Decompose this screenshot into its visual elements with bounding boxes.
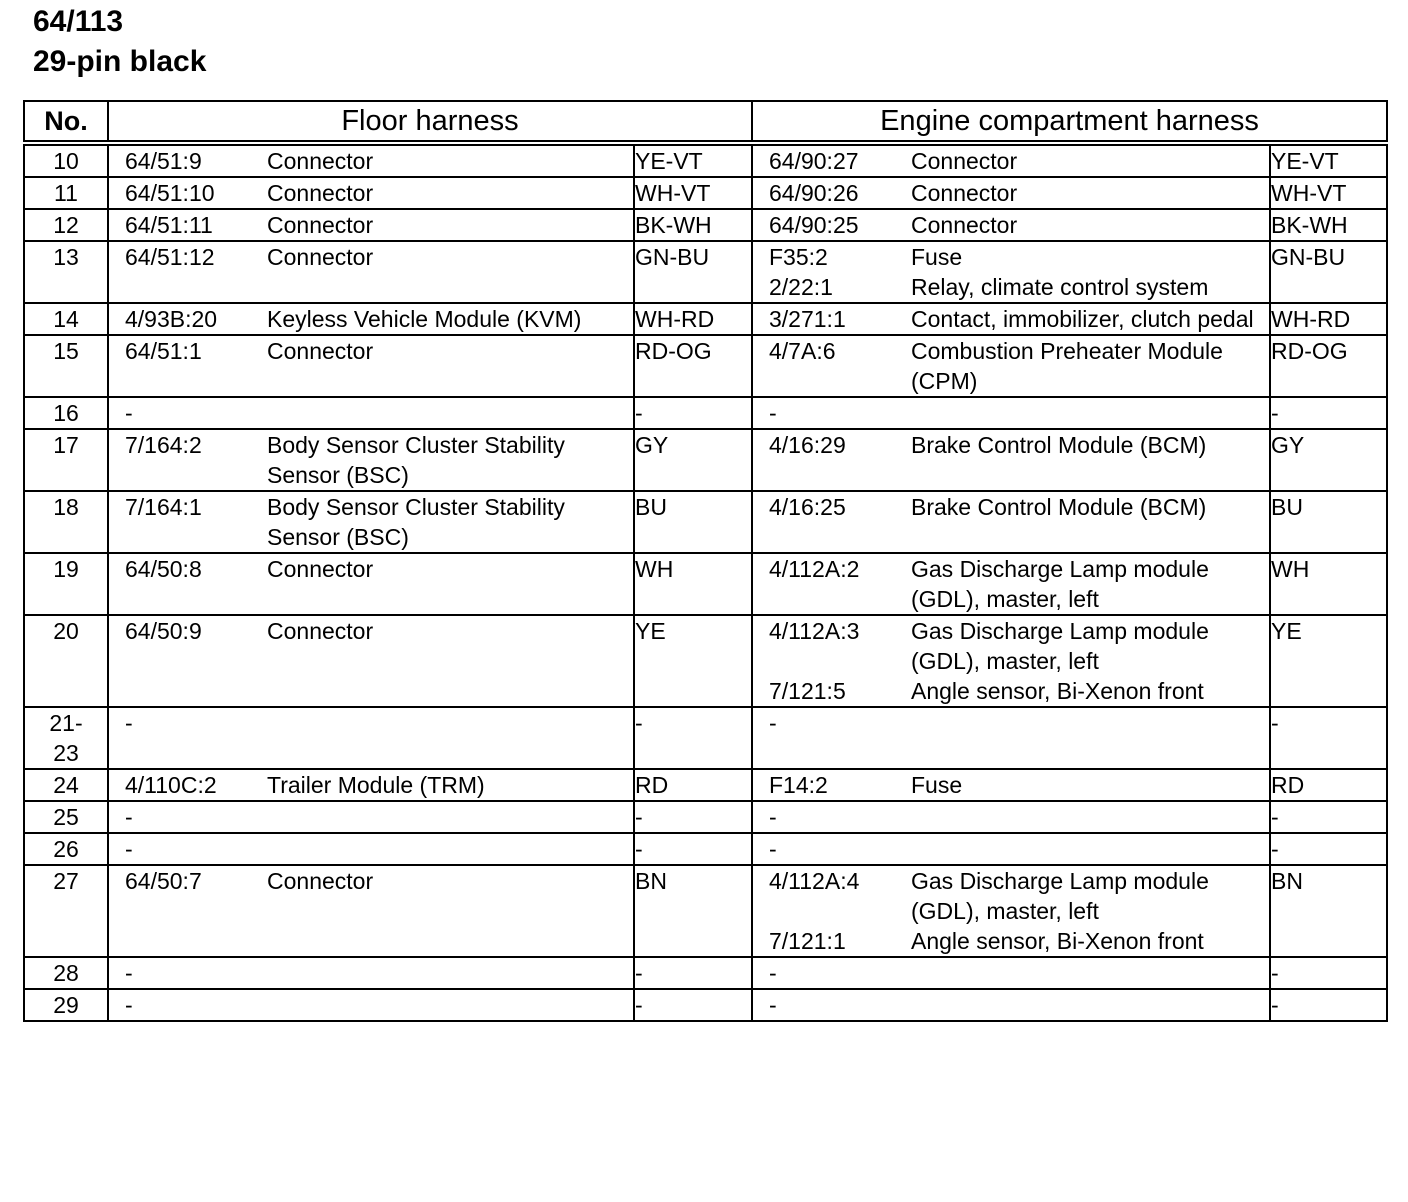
floor-code: - [125,400,133,426]
engine-description: Connector [911,180,1018,206]
engine-code: - [769,836,777,862]
engine-description: Gas Discharge Lamp module (GDL), master, left [911,618,1209,674]
header-engine-harness: Engine compartment harness [752,101,1387,143]
floor-entry [109,770,633,800]
engine-description: Brake Control Module (BCM) [911,432,1207,458]
floor-code: 64/51:11 [125,212,213,238]
floor-description: Connector [267,556,374,582]
engine-wire-color: - [1270,397,1387,429]
engine-entry [753,492,1269,522]
engine-description: Angle sensor, Bi-Xenon front [911,928,1204,954]
pin-number: 29 [24,989,108,1021]
floor-code: - [125,992,133,1018]
floor-wire-color: - [634,397,752,429]
floor-entry [109,802,633,832]
engine-description: Contact, immobilizer, clutch pedal [911,306,1254,332]
engine-description [911,990,1269,1020]
engine-code: - [769,804,777,830]
floor-harness-cell [108,615,634,707]
pin-number: 20 [24,615,108,707]
floor-wire-color: YE [634,615,752,707]
engine-entry [753,398,1269,428]
floor-code: - [125,804,133,830]
floor-wire-color: BU [634,491,752,553]
engine-description: Combustion Preheater Module (CPM) [911,338,1223,394]
floor-description [267,802,633,832]
engine-code: 4/112A:2 [769,556,860,582]
engine-entry [753,178,1269,208]
pin-number: 11 [24,177,108,209]
engine-entry [753,304,1269,334]
floor-entry [109,866,633,896]
floor-harness-cell [108,429,634,491]
floor-description: Trailer Module (TRM) [267,772,485,798]
engine-code: 64/90:25 [769,212,859,238]
floor-code: 64/51:9 [125,148,202,174]
floor-wire-color: WH-RD [634,303,752,335]
engine-harness-cell [752,801,1270,833]
connector-id: 64/113 [33,5,124,38]
pin-number: 19 [24,553,108,615]
engine-harness-cell [752,429,1270,491]
engine-entry [753,708,1269,738]
floor-harness-cell [108,833,634,865]
table-row [24,615,1387,707]
engine-wire-color: WH-VT [1270,177,1387,209]
floor-harness-cell [108,769,634,801]
engine-wire-color: WH-RD [1270,303,1387,335]
pin-number: 24 [24,769,108,801]
engine-entry [753,430,1269,460]
engine-harness-cell [752,615,1270,707]
engine-harness-cell [752,865,1270,957]
floor-description: Connector [267,244,374,270]
table-row [24,177,1387,209]
floor-harness-cell [108,957,634,989]
table-row [24,303,1387,335]
floor-description: Connector [267,180,374,206]
floor-description [267,834,633,864]
floor-entry [109,304,633,334]
floor-description [267,708,633,738]
table-row [24,801,1387,833]
floor-description: Connector [267,868,374,894]
engine-description [911,708,1269,738]
floor-entry [109,178,633,208]
engine-code: 3/271:1 [769,306,846,332]
floor-entry [109,492,633,552]
engine-entry [753,834,1269,864]
engine-wire-color: WH [1270,553,1387,615]
floor-wire-color: GN-BU [634,241,752,303]
engine-entry [753,866,1269,926]
table-row [24,957,1387,989]
floor-wire-color: RD [634,769,752,801]
floor-description [267,990,633,1020]
pin-number: 28 [24,957,108,989]
floor-harness-cell [108,209,634,241]
engine-wire-color: GY [1270,429,1387,491]
table-row [24,335,1387,397]
engine-description [911,802,1269,832]
table-row [24,865,1387,957]
engine-code: 4/16:25 [769,494,846,520]
engine-wire-color: BN [1270,865,1387,957]
pin-number: 18 [24,491,108,553]
engine-code: 64/90:27 [769,148,859,174]
engine-code: 2/22:1 [769,274,833,300]
engine-wire-color: RD [1270,769,1387,801]
engine-code: 4/112A:3 [769,618,860,644]
floor-description: Connector [267,148,374,174]
engine-harness-cell [752,303,1270,335]
connector-description: 29-pin black [33,45,207,78]
floor-entry [109,398,633,428]
floor-description: Body Sensor Cluster Stability Sensor (BSC) [267,494,565,550]
floor-wire-color: GY [634,429,752,491]
floor-code: 4/93B:20 [125,306,218,332]
pin-number: 15 [24,335,108,397]
pin-number: 12 [24,209,108,241]
engine-code: 4/7A:6 [769,338,836,364]
floor-harness-cell [108,801,634,833]
engine-harness-cell [752,707,1270,769]
pinout-table [23,100,1388,1022]
engine-wire-color: BK-WH [1270,209,1387,241]
table-row [24,707,1387,769]
engine-description [911,834,1269,864]
pin-number: 27 [24,865,108,957]
engine-harness-cell [752,177,1270,209]
floor-description: Body Sensor Cluster Stability Sensor (BSC) [267,432,565,488]
floor-code: - [125,960,133,986]
floor-entry [109,616,633,646]
table-row [24,241,1387,303]
floor-code: 64/51:10 [125,180,215,206]
table-row [24,491,1387,553]
floor-description [267,398,633,428]
engine-entry [753,802,1269,832]
floor-code: 64/50:8 [125,556,202,582]
engine-code: F14:2 [769,772,828,798]
engine-wire-color: BU [1270,491,1387,553]
engine-wire-color: - [1270,707,1387,769]
floor-harness-cell [108,335,634,397]
floor-entry [109,834,633,864]
table-row [24,769,1387,801]
floor-wire-color: - [634,833,752,865]
engine-wire-color: YE-VT [1270,143,1387,177]
engine-code: - [769,400,777,426]
floor-wire-color: - [634,989,752,1021]
floor-description: Keyless Vehicle Module (KVM) [267,306,582,332]
pin-number: 13 [24,241,108,303]
floor-wire-color: BK-WH [634,209,752,241]
engine-harness-cell [752,989,1270,1021]
floor-entry [109,242,633,272]
floor-entry [109,430,633,490]
floor-code: - [125,710,133,736]
engine-entry [753,146,1269,176]
floor-harness-cell [108,553,634,615]
engine-harness-cell [752,491,1270,553]
engine-harness-cell [752,957,1270,989]
engine-entry [753,242,1269,272]
engine-wire-color: - [1270,801,1387,833]
engine-description: Connector [911,148,1018,174]
floor-code: 64/50:7 [125,868,202,894]
floor-entry [109,958,633,988]
engine-harness-cell [752,335,1270,397]
floor-code: 64/50:9 [125,618,202,644]
floor-code: 7/164:2 [125,432,202,458]
engine-code: 7/121:5 [769,678,846,704]
floor-entry [109,990,633,1020]
floor-harness-cell [108,177,634,209]
table-body [24,143,1387,1021]
engine-entry [753,958,1269,988]
pin-number: 14 [24,303,108,335]
engine-wire-color: - [1270,957,1387,989]
table-row [24,397,1387,429]
engine-description [911,958,1269,988]
engine-code: 4/112A:4 [769,868,860,894]
pin-number: 16 [24,397,108,429]
floor-entry [109,210,633,240]
engine-code: F35:2 [769,244,828,270]
floor-harness-cell [108,989,634,1021]
floor-wire-color: - [634,801,752,833]
engine-code: 7/121:1 [769,928,846,954]
engine-description: Fuse [911,244,963,270]
engine-entry [753,616,1269,676]
floor-description: Connector [267,338,374,364]
engine-description: Relay, climate control system [911,274,1209,300]
engine-description: Fuse [911,772,963,798]
header-no: No. [24,101,108,143]
engine-description: Connector [911,212,1018,238]
floor-entry [109,554,633,584]
engine-code: - [769,710,777,736]
table-row [24,553,1387,615]
pin-number: 10 [24,143,108,177]
floor-harness-cell [108,865,634,957]
engine-entry [753,210,1269,240]
floor-harness-cell [108,241,634,303]
engine-entry [753,990,1269,1020]
engine-code: 64/90:26 [769,180,859,206]
floor-harness-cell [108,397,634,429]
engine-harness-cell [752,143,1270,177]
engine-code: - [769,960,777,986]
floor-entry [109,146,633,176]
engine-wire-color: GN-BU [1270,241,1387,303]
engine-entry [753,554,1269,614]
engine-code: 4/16:29 [769,432,846,458]
engine-wire-color: - [1270,989,1387,1021]
engine-description: Gas Discharge Lamp module (GDL), master, left [911,556,1209,612]
engine-entry [753,926,1269,956]
pin-number: 21- 23 [24,707,108,769]
floor-wire-color: RD-OG [634,335,752,397]
floor-description: Connector [267,212,374,238]
floor-code: 64/51:12 [125,244,215,270]
table-row [24,833,1387,865]
floor-wire-color: - [634,957,752,989]
table-row [24,143,1387,177]
floor-description [267,958,633,988]
floor-code: - [125,836,133,862]
floor-harness-cell [108,143,634,177]
floor-harness-cell [108,707,634,769]
pin-number: 26 [24,833,108,865]
engine-wire-color: YE [1270,615,1387,707]
engine-harness-cell [752,397,1270,429]
floor-code: 4/110C:2 [125,772,217,798]
engine-entry [753,676,1269,706]
table-header-row [24,101,1387,143]
table-row [24,429,1387,491]
floor-code: 64/51:1 [125,338,202,364]
floor-wire-color: WH-VT [634,177,752,209]
floor-harness-cell [108,491,634,553]
engine-entry [753,336,1269,396]
engine-description: Brake Control Module (BCM) [911,494,1207,520]
table-row [24,209,1387,241]
header-floor-harness: Floor harness [108,101,752,143]
engine-harness-cell [752,241,1270,303]
floor-wire-color: YE-VT [634,143,752,177]
engine-entry [753,272,1269,302]
engine-wire-color: RD-OG [1270,335,1387,397]
engine-description: Angle sensor, Bi-Xenon front [911,678,1204,704]
floor-harness-cell [108,303,634,335]
floor-wire-color: WH [634,553,752,615]
engine-harness-cell [752,553,1270,615]
floor-wire-color: - [634,707,752,769]
engine-harness-cell [752,833,1270,865]
pin-number: 25 [24,801,108,833]
engine-entry [753,770,1269,800]
floor-code: 7/164:1 [125,494,202,520]
table-row [24,989,1387,1021]
floor-entry [109,708,633,738]
engine-code: - [769,992,777,1018]
engine-wire-color: - [1270,833,1387,865]
engine-description: Gas Discharge Lamp module (GDL), master, left [911,868,1209,924]
floor-entry [109,336,633,366]
engine-harness-cell [752,769,1270,801]
floor-wire-color: BN [634,865,752,957]
floor-description: Connector [267,618,374,644]
engine-description [911,398,1269,428]
engine-harness-cell [752,209,1270,241]
pin-number: 17 [24,429,108,491]
